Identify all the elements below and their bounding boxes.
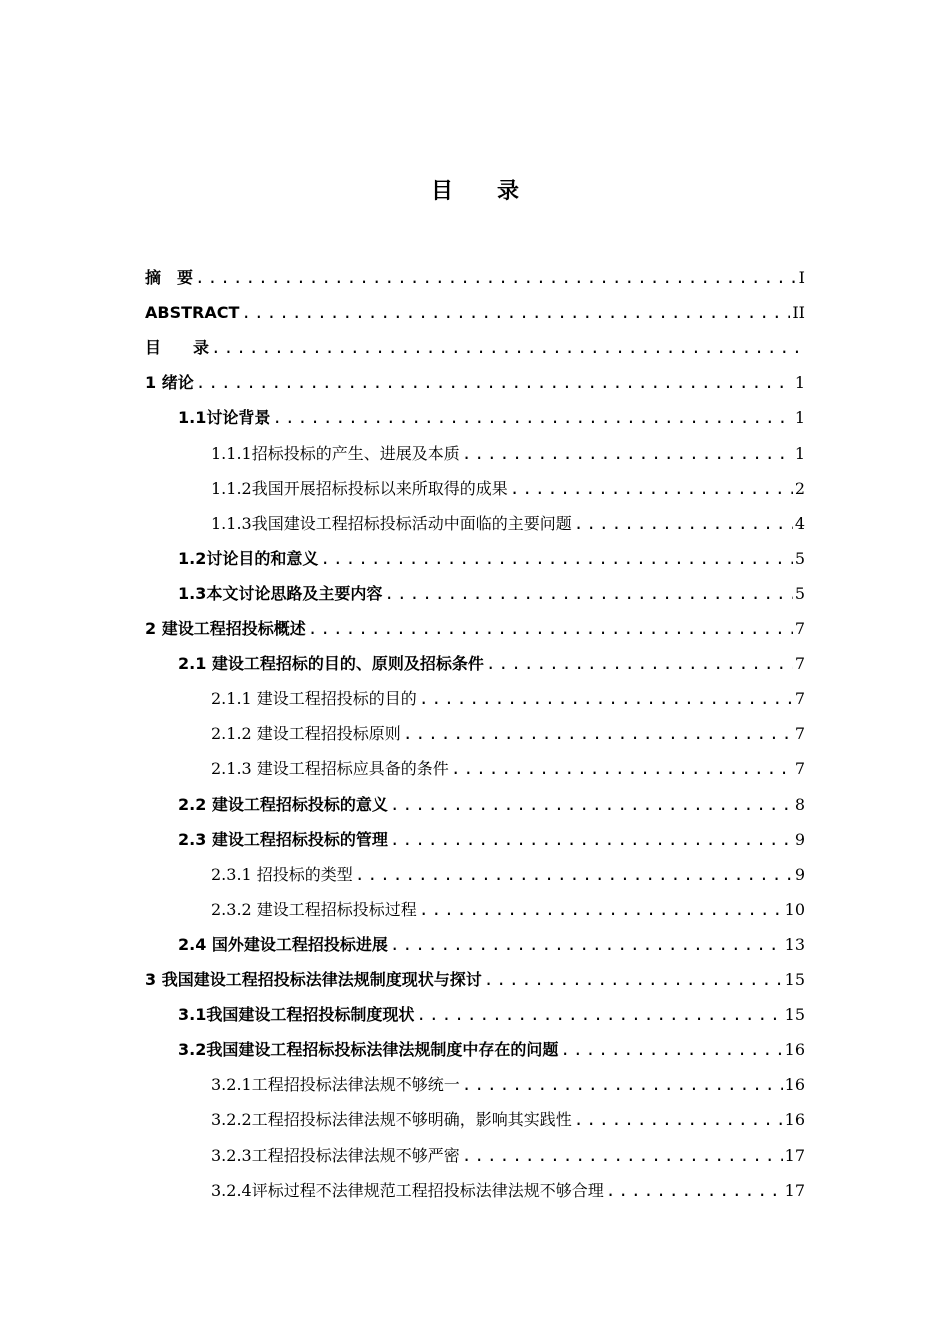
toc-entry-page-number: 9 xyxy=(794,830,805,849)
toc-dot-leader xyxy=(390,830,793,850)
toc-entry-page-number: 5 xyxy=(794,584,805,603)
toc-entry[interactable] xyxy=(145,363,805,393)
toc-entry-page-number: 7 xyxy=(794,724,805,743)
toc-entry[interactable] xyxy=(211,714,805,744)
toc-dot-leader xyxy=(390,935,783,955)
toc-dot-leader xyxy=(560,1040,782,1060)
toc-entry-label: 3.2.1工程招投标法律法规不够统一 xyxy=(211,1075,460,1094)
toc-entry[interactable] xyxy=(178,995,805,1025)
toc-entry[interactable] xyxy=(178,1030,805,1060)
toc-dot-leader xyxy=(419,900,783,920)
toc-entry-label: 1.1.2我国开展招标投标以来所取得的成果 xyxy=(211,479,508,498)
toc-dot-leader xyxy=(384,584,792,604)
toc-entry-page-number: 1 xyxy=(794,408,805,427)
toc-dot-leader xyxy=(510,479,793,499)
toc-dot-leader xyxy=(196,373,793,393)
toc-entry-label: 目 录 xyxy=(145,338,210,357)
toc-entry-label: 1.3本文讨论思路及主要内容 xyxy=(178,584,383,603)
toc-entry[interactable] xyxy=(211,1100,805,1130)
toc-entry[interactable] xyxy=(211,749,805,779)
toc-entry[interactable] xyxy=(211,890,805,920)
toc-entry[interactable] xyxy=(211,504,805,534)
toc-entry-label: 3.2.2工程招投标法律法规不够明确，影响其实践性 xyxy=(211,1110,572,1129)
toc-entry[interactable] xyxy=(145,960,805,990)
toc-entry[interactable] xyxy=(178,925,805,955)
toc-dot-leader xyxy=(484,970,783,990)
toc-entry[interactable] xyxy=(178,785,805,815)
toc-dot-leader xyxy=(211,338,803,358)
toc-entry-page-number: 5 xyxy=(794,549,805,568)
toc-entry-page-number: 16 xyxy=(784,1075,805,1094)
toc-entry-page-number: 7 xyxy=(794,759,805,778)
toc-entry[interactable] xyxy=(145,258,805,288)
toc-entry-label: 2.1.1 建设工程招投标的目的 xyxy=(211,689,417,708)
toc-entry[interactable] xyxy=(145,609,805,639)
toc-entry-label: 3.2.3工程招投标法律法规不够严密 xyxy=(211,1146,460,1165)
toc-dot-leader xyxy=(574,514,793,534)
toc-entry-page-number: 17 xyxy=(784,1146,805,1165)
toc-entry-label: 2.2 建设工程招标投标的意义 xyxy=(178,795,388,814)
toc-dot-leader xyxy=(486,654,793,674)
toc-entry-page-number: 10 xyxy=(784,900,805,919)
toc-entry[interactable] xyxy=(178,644,805,674)
toc-entry-page-number: 16 xyxy=(784,1110,805,1129)
toc-entry-page-number: 2 xyxy=(794,479,805,498)
toc-entry-label: 2.1 建设工程招标的目的、原则及招标条件 xyxy=(178,654,484,673)
toc-entry-page-number: 15 xyxy=(784,1005,805,1024)
toc-entry[interactable] xyxy=(178,574,805,604)
toc-entry-label: 3.1我国建设工程招投标制度现状 xyxy=(178,1005,415,1024)
toc-entry-label: 2.1.2 建设工程招投标原则 xyxy=(211,724,401,743)
toc-entry-page-number: 1 xyxy=(794,444,805,463)
toc-entry-page-number: 13 xyxy=(784,935,805,954)
toc-dot-leader xyxy=(355,865,793,885)
toc-entry[interactable] xyxy=(211,469,805,499)
toc-dot-leader xyxy=(419,689,793,709)
toc-entry[interactable] xyxy=(178,539,805,569)
toc-dot-leader xyxy=(462,444,793,464)
toc-entry-label: 3.2.4评标过程不法律规范工程招投标法律法规不够合理 xyxy=(211,1181,604,1200)
toc-entry-label: 3 我国建设工程招投标法律法规制度现状与探讨 xyxy=(145,970,482,989)
toc-entry-label: 1.1讨论背景 xyxy=(178,408,271,427)
toc-entry-page-number: 7 xyxy=(794,689,805,708)
toc-entry-label: 1.1.1招标投标的产生、进展及本质 xyxy=(211,444,460,463)
toc-entry-page-number: 9 xyxy=(794,865,805,884)
toc-entry-page-number: 1 xyxy=(794,373,805,392)
toc-dot-leader xyxy=(390,795,793,815)
toc-entry-page-number: 4 xyxy=(794,514,805,533)
toc-entry-label: 2.3.1 招投标的类型 xyxy=(211,865,353,884)
toc-entry-page-number: I xyxy=(798,268,805,287)
toc-dot-leader xyxy=(272,408,792,428)
toc-entry-label: ABSTRACT xyxy=(145,303,240,322)
toc-entry[interactable] xyxy=(211,855,805,885)
toc-entry-label: 2.3 建设工程招标投标的管理 xyxy=(178,830,388,849)
toc-entry-label: 1 绪论 xyxy=(145,373,194,392)
toc-entry-page-number: 17 xyxy=(784,1181,805,1200)
toc-dot-leader xyxy=(241,303,790,323)
toc-entry[interactable] xyxy=(211,1065,805,1095)
toc-dot-leader xyxy=(451,759,793,779)
toc-entry[interactable] xyxy=(145,328,805,358)
toc-entry-label: 摘 要 xyxy=(145,268,194,287)
toc-entry[interactable] xyxy=(145,293,805,323)
toc-entry-page-number: 7 xyxy=(794,654,805,673)
toc-entry-label: 2.4 国外建设工程招投标进展 xyxy=(178,935,388,954)
toc-entry[interactable] xyxy=(211,434,805,464)
toc-dot-leader xyxy=(403,724,793,744)
toc-dot-leader xyxy=(462,1075,783,1095)
toc-entry-page-number: 7 xyxy=(794,619,805,638)
toc-entry[interactable] xyxy=(178,398,805,428)
toc-dot-leader xyxy=(320,549,792,569)
toc-entry-label: 1.2讨论目的和意义 xyxy=(178,549,319,568)
toc-entry-page-number: 15 xyxy=(784,970,805,989)
toc-entry-label: 1.1.3我国建设工程招标投标活动中面临的主要问题 xyxy=(211,514,572,533)
toc-entry-page-number: II xyxy=(792,303,805,322)
toc-entry[interactable] xyxy=(178,820,805,850)
toc-entry[interactable] xyxy=(211,1171,805,1201)
toc-dot-leader xyxy=(606,1181,783,1201)
page-title: 目 录 xyxy=(430,179,519,204)
toc-dot-leader xyxy=(195,268,797,288)
toc-entry-label: 2.1.3 建设工程招标应具备的条件 xyxy=(211,759,449,778)
toc-entry-label: 2.3.2 建设工程招标投标过程 xyxy=(211,900,417,919)
toc-entry-label: 2 建设工程招投标概述 xyxy=(145,619,306,638)
toc-dot-leader xyxy=(308,619,793,639)
toc-dot-leader xyxy=(462,1146,783,1166)
toc-dot-leader xyxy=(416,1005,782,1025)
toc-entry[interactable] xyxy=(211,1136,805,1166)
toc-entry[interactable] xyxy=(211,679,805,709)
toc-entry-page-number: 8 xyxy=(794,795,805,814)
toc-dot-leader xyxy=(574,1110,783,1130)
toc-entry-page-number: 16 xyxy=(784,1040,805,1059)
toc-entry-label: 3.2我国建设工程招标投标法律法规制度中存在的问题 xyxy=(178,1040,559,1059)
